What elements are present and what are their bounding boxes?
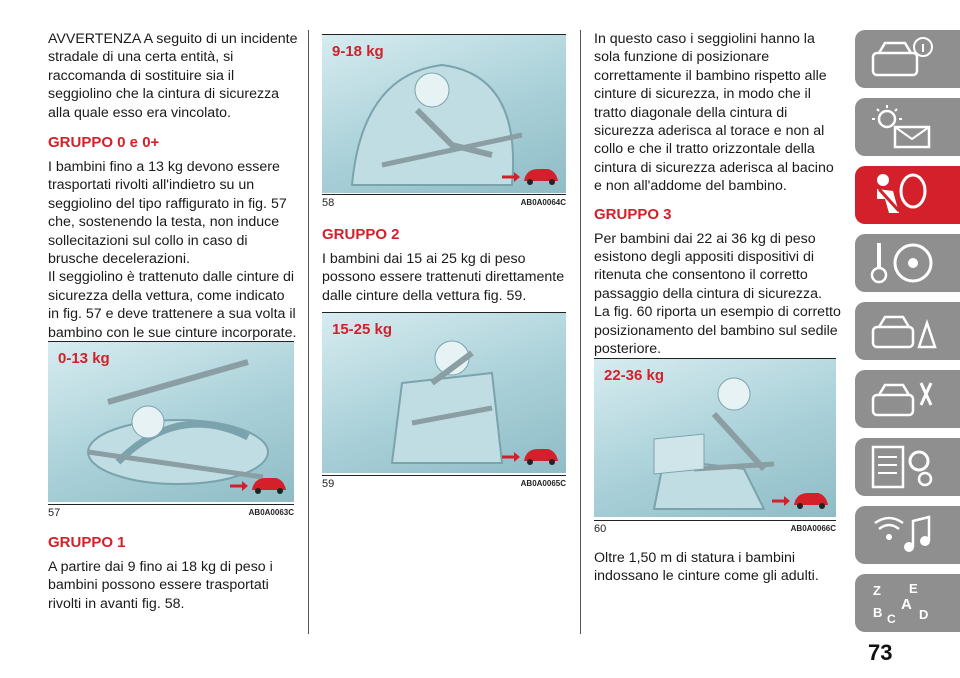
svg-text:C: C — [887, 612, 896, 626]
figure-59-label: 15-25 kg — [332, 321, 393, 338]
tab-multimedia[interactable] — [855, 506, 960, 564]
group1-heading: GRUPPO 1 — [48, 534, 126, 551]
svg-text:E: E — [909, 581, 918, 596]
column-3 — [594, 30, 844, 359]
tab-technical-data[interactable] — [855, 438, 960, 496]
svg-text:A: A — [901, 596, 912, 613]
group0-text2: Il seggiolino è trattenuto dalle cinture di sicurezza della vettura, come indicato in fig. 57 e deve trattenere a sua volta il bambino con le sue cinture incorporate. — [48, 269, 297, 341]
adult-text: Oltre 1,50 m di statura i bambini indossano le cinture come gli adulti. — [594, 550, 819, 585]
tab-emergency[interactable] — [855, 302, 960, 360]
car-rear-icon — [500, 443, 560, 467]
tab-maintenance[interactable] — [855, 370, 960, 428]
figure-57-label: 0-13 kg — [58, 350, 110, 367]
figure-58 — [322, 34, 566, 212]
tab-car-info[interactable] — [855, 30, 960, 88]
figure-60-number: 60 — [594, 523, 607, 535]
figure-57-number: 57 — [48, 507, 61, 519]
tab-index[interactable] — [855, 574, 960, 632]
multimedia-icon — [869, 511, 939, 559]
figure-58-label: 9-18 kg — [332, 43, 384, 60]
positioning-text: In questo caso i seggiolini hanno la sola funzione di posizionare correttamente il bambino rispetto alle cinture di sicurezza, in modo che il tratto diagonale della cintura di sicurezza aderisca al torace e non al collo e che il tratto orizzontale della cintura di sicurezza aderisca al bacino e non all'addome del bambino. — [594, 31, 834, 195]
figure-60-code: AB0A0066C — [790, 524, 836, 533]
group2-text: I bambini dai 15 ai 25 kg di peso possono essere trattenuti direttamente dalle cinture della vettura fig. 59. — [322, 251, 565, 304]
tab-safety[interactable] — [855, 166, 960, 224]
tab-warning-lights[interactable] — [855, 98, 960, 156]
group1-text: A partire dai 9 fino ai 18 kg di peso i bambini possono essere trasportati rivolti in avanti fig. 58. — [48, 559, 273, 612]
car-rear-icon — [500, 163, 560, 187]
svg-text:B: B — [873, 605, 883, 620]
page-number: 73 — [868, 640, 893, 665]
index-icon — [869, 579, 939, 627]
group0-text: I bambini fino a 13 kg devono essere trasportati rivolti all'indietro su un seggiolino del tipo raffigurato in fig. 57 che, sostenendo la testa, non induce sollecitazioni sul collo in caso di brusche decelerazioni. — [48, 159, 287, 268]
column-1 — [48, 30, 298, 342]
car-rear-icon — [228, 472, 288, 496]
car-service-icon — [869, 375, 939, 423]
tab-starting-driving[interactable] — [855, 234, 960, 292]
figure-57 — [48, 341, 294, 521]
group3-heading: GRUPPO 3 — [594, 205, 672, 223]
figure-57-code: AB0A0063C — [248, 508, 294, 517]
group2-heading: GRUPPO 2 — [322, 226, 400, 243]
svg-text:D: D — [919, 607, 929, 622]
figure-60 — [594, 358, 836, 536]
figure-58-code: AB0A0064C — [520, 198, 566, 207]
figure-59 — [322, 312, 566, 492]
column-divider — [580, 30, 581, 634]
column-1-bottom — [48, 534, 298, 613]
figure-60-label: 22-36 kg — [604, 367, 665, 384]
warning-lights-icon — [869, 103, 939, 151]
car-rear-icon — [770, 487, 830, 511]
svg-text:Z: Z — [873, 583, 881, 598]
group0-heading: GRUPPO 0 e 0+ — [48, 134, 160, 152]
group3-text2: La fig. 60 riporta un esempio di corretto posizionamento del bambino sul sedile posteriore. — [594, 304, 841, 358]
figure-59-code: AB0A0065C — [520, 479, 566, 488]
figure-59-number: 59 — [322, 478, 335, 490]
car-info-icon — [869, 35, 939, 83]
warning-text: AVVERTENZA A seguito di un incidente stradale di una certa entità, si raccomanda di sostituire sia il seggiolino che la cintura di sicurezza alla quale esso era vincolato. — [48, 31, 298, 121]
breakdown-icon — [869, 307, 939, 355]
airbag-seat-icon — [869, 171, 939, 219]
column-2-text — [322, 226, 572, 305]
figure-58-number: 58 — [322, 197, 335, 209]
technical-data-icon — [869, 443, 939, 491]
column-3-bottom — [594, 549, 844, 586]
column-divider — [308, 30, 309, 634]
steering-key-icon — [869, 239, 939, 287]
group3-text: Per bambini dai 22 ai 36 kg di peso esistono degli appositi dispositivi di ritenuta che consentono il corretto passaggio della cintura di sicurezza. — [594, 230, 822, 302]
